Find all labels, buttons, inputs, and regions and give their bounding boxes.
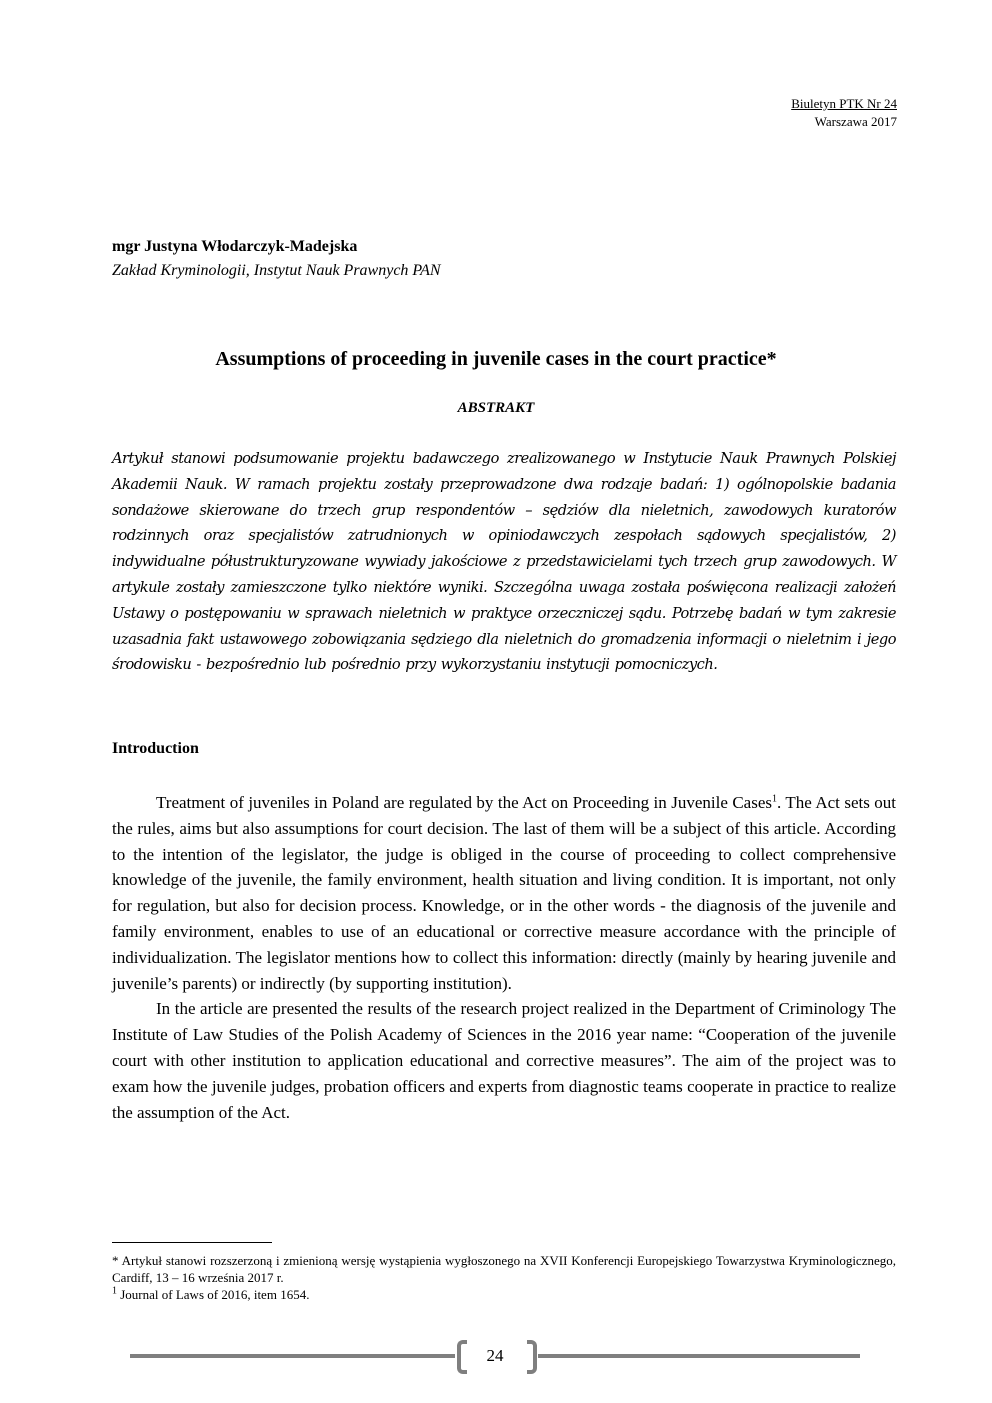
footer-rule-right: [538, 1354, 860, 1358]
journal-name: Biuletyn PTK Nr 24: [791, 96, 897, 111]
abstract: [112, 446, 896, 678]
footnote-text: Journal of Laws of 2016, item 1654.: [120, 1287, 310, 1302]
footnote-divider: [112, 1242, 272, 1243]
footnote-mark: 1: [112, 1285, 117, 1297]
section-heading-introduction: Introduction: [112, 740, 199, 757]
body-text: [112, 790, 896, 1125]
place-year: Warszawa 2017: [814, 114, 897, 129]
author-name: mgr Justyna Włodarczyk-Madejska: [112, 238, 358, 255]
footnote-ref[interactable]: 1: [771, 793, 777, 805]
paragraph: [112, 790, 896, 996]
footer-rule-left: [130, 1354, 455, 1358]
paragraph-text: . The Act sets out the rules, aims but also assumptions for court decision. The last of them will be a subject of this article. According to the intention of the legislator, the judge is obliged in the course of proceeding to collect comprehensive knowledge of the juvenile, the family environment, health situation and living condition. It is important, not only for regulation, but also for decision process. Knowledge, or in the other words - the diagnosis of the juvenile and family environment, enables to use of an educational or corrective measure accordance with the principle of individualization. The legislator mentions how to collect this information: directly (mainly by hearing juvenile and juvenile’s parents) or indirectly (by supporting institution).: [112, 793, 897, 993]
footnotes: [112, 1252, 896, 1303]
left-brace-icon: [457, 1340, 467, 1374]
running-head: [791, 95, 897, 131]
footnote: [112, 1286, 896, 1303]
right-brace-icon: [527, 1340, 537, 1374]
abstract-heading: ABSTRAKT: [457, 400, 535, 416]
paragraph: In the article are presented the results of the research project realized in the Department of Criminology The Institute of Law Studies of the Polish Academy of Sciences in the 2016 year name: “Cooperation of the juvenile court with other institution to application educational and corrective measures”. The aim of the project was to exam how the juvenile judges, probation officers and experts from diagnostic teams cooperate in practice to realize the assumption of the Act.: [112, 999, 896, 1122]
paragraph-text: Treatment of juveniles in Poland are regulated by the Act on Proceeding in Juvenile Cases: [156, 793, 772, 812]
abstract-text: Artykuł stanowi podsumowanie projektu badawczego zrealizowanego w Instytucie Nauk Prawnych Polskiej Akademii Nauk. W ramach projektu zostały przeprowadzone dwa rodzaje badań: 1) ogólnopolskie badania sondażowe skierowane do trzech grup respondentów – sędziów dla nieletnich, zawodowych kuratorów rodzinnych oraz specjalistów zatrudnionych w opiniodawczych zespołach sądowych specjalistów, 2) indywidualne półustrukturyzowane wywiady jakościowe z przedstawicielami tych trzech grup zawodowych. W artykule zostały zamieszczone tylko niektóre wyniki. Szczególna uwaga została poświęcona realizacji założeń Ustawy o postępowaniu w sprawach nieletnich w praktyce orzeczniczej sądu. Potrzebę badań w tym zakresie uzasadnia fakt ustawowego zobowiązania sędziego dla nieletnich do gromadzenia informacji o nieletnim i jego środowisku - bezpośrednio lub pośrednio przy wykorzystaniu instytucji pomocniczych.: [112, 450, 896, 674]
page-number: 24: [486, 1346, 504, 1365]
article-title: Assumptions of proceeding in juvenile cases in the court practice*: [215, 348, 777, 370]
page-footer: [130, 1340, 860, 1376]
footnote: * Artykuł stanowi rozszerzoną i zmienioną wersję wystąpienia wygłoszonego na XVII Konferencji Europejskiego Towarzystwa Kryminologicznego, Cardiff, 13 – 16 września 2017 r.: [112, 1253, 896, 1285]
author-affiliation: Zakład Kryminologii, Instytut Nauk Prawnych PAN: [112, 262, 441, 279]
